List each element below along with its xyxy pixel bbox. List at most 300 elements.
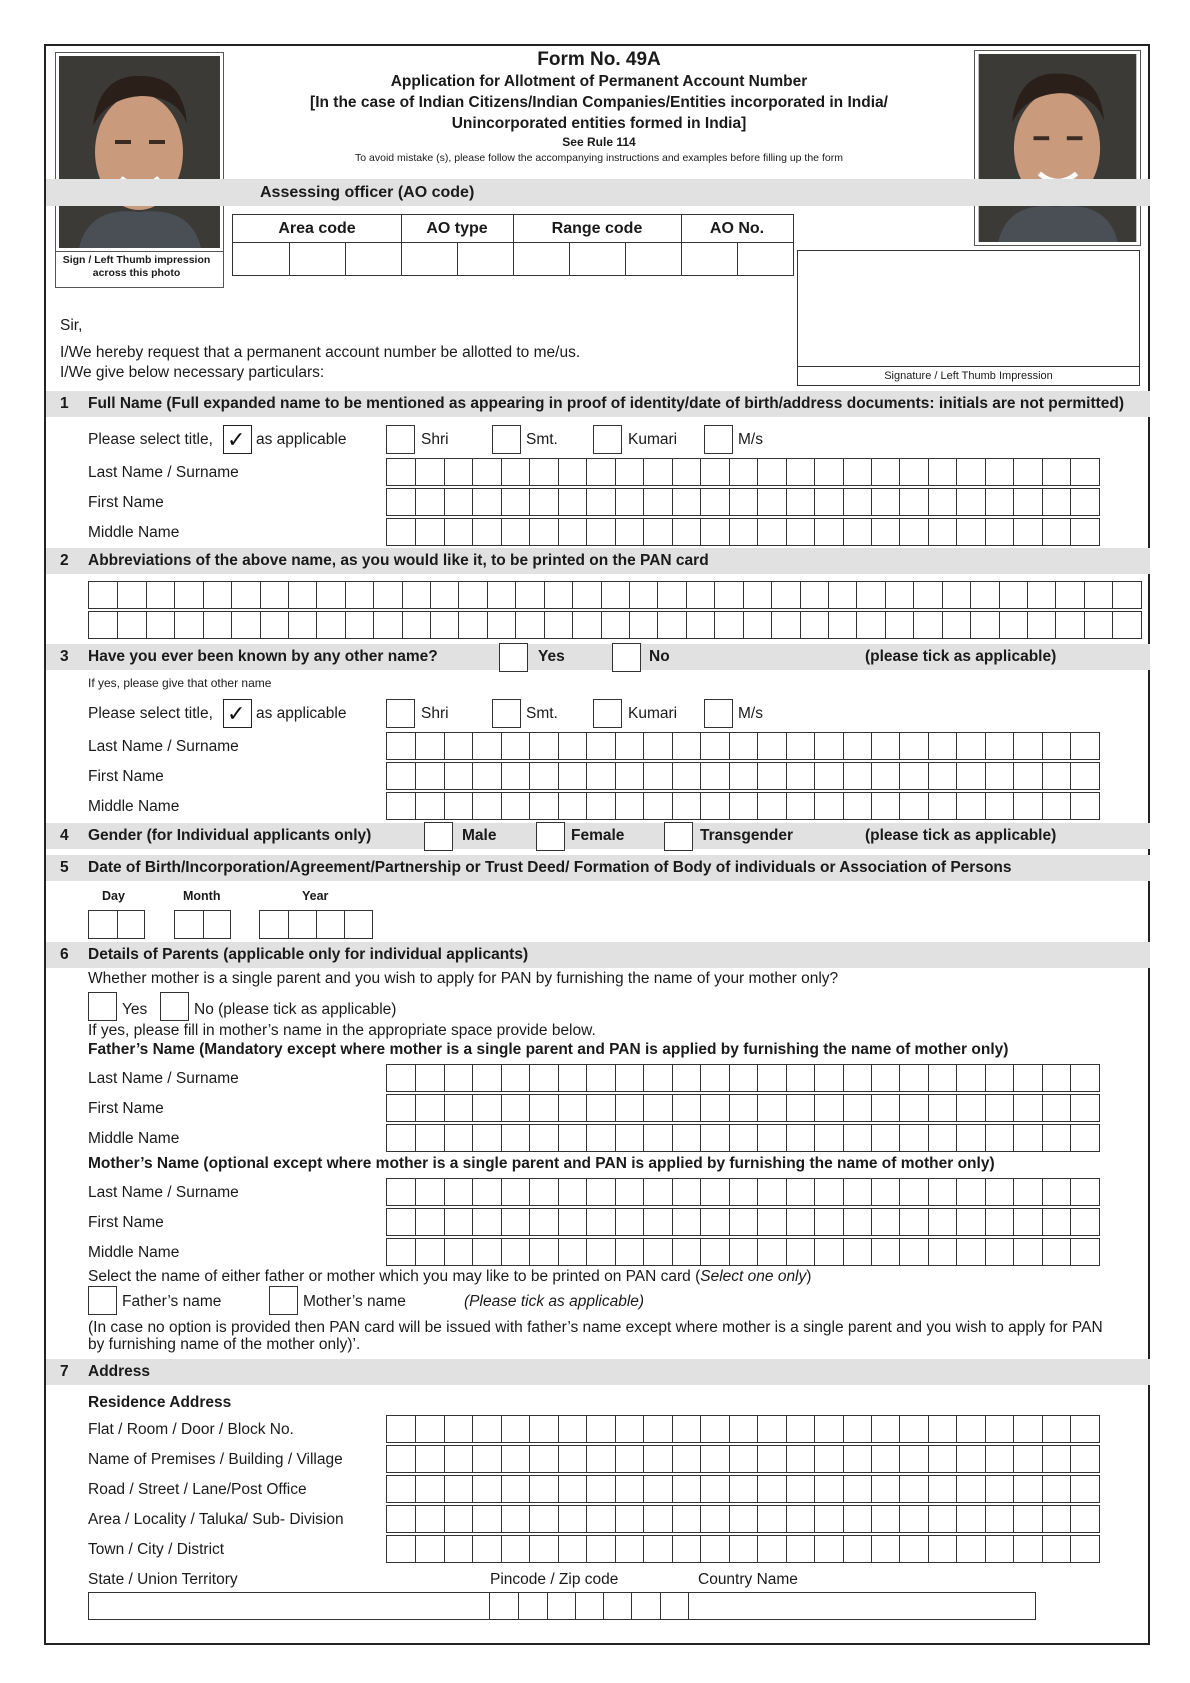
char-cell[interactable]	[586, 1506, 614, 1532]
char-cell[interactable]	[444, 459, 472, 485]
char-cell[interactable]	[415, 733, 443, 759]
char-cell[interactable]	[985, 1239, 1013, 1265]
char-cell[interactable]	[615, 1476, 643, 1502]
char-cell[interactable]	[615, 1536, 643, 1562]
char-cell[interactable]	[643, 1476, 671, 1502]
char-cell[interactable]	[786, 1179, 814, 1205]
char-cell[interactable]	[643, 763, 671, 789]
char-cell[interactable]	[558, 733, 586, 759]
char-cell[interactable]	[843, 1506, 871, 1532]
char-cell[interactable]	[615, 1065, 643, 1091]
char-cell[interactable]	[558, 1446, 586, 1472]
char-cell[interactable]	[490, 1593, 518, 1619]
char-cell[interactable]	[700, 1065, 728, 1091]
char-cell[interactable]	[387, 1239, 415, 1265]
char-cell[interactable]	[501, 1536, 529, 1562]
char-cell[interactable]	[586, 1179, 614, 1205]
char-cell[interactable]	[843, 1536, 871, 1562]
char-cell[interactable]	[430, 582, 458, 608]
char-cell[interactable]	[444, 1506, 472, 1532]
other-title-smt-checkbox[interactable]	[492, 699, 521, 728]
print-mother-name-checkbox[interactable]	[269, 1286, 298, 1315]
char-cell[interactable]	[1013, 1446, 1041, 1472]
char-cell[interactable]	[629, 612, 657, 638]
char-cell[interactable]	[547, 1593, 575, 1619]
char-cell[interactable]	[672, 793, 700, 819]
char-cell[interactable]	[729, 1095, 757, 1121]
char-cell[interactable]	[871, 519, 899, 545]
char-cell[interactable]	[814, 1095, 842, 1121]
char-cell[interactable]	[757, 1239, 785, 1265]
char-cell[interactable]	[586, 519, 614, 545]
char-cell[interactable]	[586, 1446, 614, 1472]
char-cell[interactable]	[472, 1065, 500, 1091]
char-cell[interactable]	[729, 1209, 757, 1235]
char-cell[interactable]	[501, 1476, 529, 1502]
char-cell[interactable]	[700, 1125, 728, 1151]
char-cell[interactable]	[415, 793, 443, 819]
char-cell[interactable]	[700, 733, 728, 759]
char-cell[interactable]	[415, 489, 443, 515]
char-cell[interactable]	[1070, 1179, 1098, 1205]
char-cell[interactable]	[472, 1179, 500, 1205]
char-cell[interactable]	[672, 1095, 700, 1121]
char-cell[interactable]	[843, 793, 871, 819]
char-cell[interactable]	[814, 1446, 842, 1472]
middle-name-boxes[interactable]	[386, 518, 1100, 546]
char-cell[interactable]	[928, 1209, 956, 1235]
char-cell[interactable]	[472, 519, 500, 545]
char-cell[interactable]	[615, 763, 643, 789]
char-cell[interactable]	[444, 763, 472, 789]
char-cell[interactable]	[415, 459, 443, 485]
address-road-boxes[interactable]	[386, 1475, 1100, 1503]
char-cell[interactable]	[786, 1446, 814, 1472]
char-cell[interactable]	[928, 793, 956, 819]
char-cell[interactable]	[387, 763, 415, 789]
char-cell[interactable]	[1070, 1065, 1098, 1091]
char-cell[interactable]	[1042, 1209, 1070, 1235]
char-cell[interactable]	[1042, 1416, 1070, 1442]
char-cell[interactable]	[643, 489, 671, 515]
gender-male-checkbox[interactable]	[424, 822, 453, 851]
char-cell[interactable]	[558, 1476, 586, 1502]
char-cell[interactable]	[643, 1209, 671, 1235]
other-last-name-boxes[interactable]	[386, 732, 1100, 760]
char-cell[interactable]	[501, 1209, 529, 1235]
char-cell[interactable]	[686, 582, 714, 608]
char-cell[interactable]	[757, 763, 785, 789]
char-cell[interactable]	[729, 1416, 757, 1442]
char-cell[interactable]	[1013, 1209, 1041, 1235]
char-cell[interactable]	[1070, 489, 1098, 515]
char-cell[interactable]	[757, 1065, 785, 1091]
char-cell[interactable]	[458, 612, 486, 638]
char-cell[interactable]	[700, 1209, 728, 1235]
char-cell[interactable]	[1013, 1125, 1041, 1151]
char-cell[interactable]	[643, 793, 671, 819]
char-cell[interactable]	[786, 1239, 814, 1265]
char-cell[interactable]	[387, 1179, 415, 1205]
char-cell[interactable]	[260, 582, 288, 608]
char-cell[interactable]	[529, 763, 557, 789]
char-cell[interactable]	[1042, 1536, 1070, 1562]
char-cell[interactable]	[786, 763, 814, 789]
char-cell[interactable]	[501, 519, 529, 545]
father-first-name-boxes[interactable]	[386, 1094, 1100, 1122]
char-cell[interactable]	[700, 763, 728, 789]
char-cell[interactable]	[1013, 1536, 1041, 1562]
char-cell[interactable]	[814, 763, 842, 789]
char-cell[interactable]	[672, 519, 700, 545]
address-flat-boxes[interactable]	[386, 1415, 1100, 1443]
char-cell[interactable]	[501, 733, 529, 759]
char-cell[interactable]	[175, 911, 203, 938]
char-cell[interactable]	[672, 1065, 700, 1091]
char-cell[interactable]	[586, 1065, 614, 1091]
char-cell[interactable]	[786, 1536, 814, 1562]
char-cell[interactable]	[942, 582, 970, 608]
char-cell[interactable]	[615, 489, 643, 515]
char-cell[interactable]	[415, 1446, 443, 1472]
char-cell[interactable]	[501, 459, 529, 485]
char-cell[interactable]	[899, 1476, 927, 1502]
char-cell[interactable]	[472, 733, 500, 759]
char-cell[interactable]	[985, 1125, 1013, 1151]
char-cell[interactable]	[1070, 459, 1098, 485]
char-cell[interactable]	[558, 489, 586, 515]
char-cell[interactable]	[529, 1095, 557, 1121]
char-cell[interactable]	[444, 1536, 472, 1562]
char-cell[interactable]	[501, 1095, 529, 1121]
char-cell[interactable]	[444, 1239, 472, 1265]
char-cell[interactable]	[871, 1239, 899, 1265]
char-cell[interactable]	[89, 612, 117, 638]
char-cell[interactable]	[843, 1209, 871, 1235]
char-cell[interactable]	[899, 459, 927, 485]
char-cell[interactable]	[501, 1506, 529, 1532]
char-cell[interactable]	[928, 1239, 956, 1265]
char-cell[interactable]	[444, 793, 472, 819]
char-cell[interactable]	[985, 1179, 1013, 1205]
char-cell[interactable]	[899, 1179, 927, 1205]
char-cell[interactable]	[387, 1209, 415, 1235]
single-parent-no-checkbox[interactable]	[160, 992, 189, 1021]
char-cell[interactable]	[615, 459, 643, 485]
char-cell[interactable]	[928, 1179, 956, 1205]
char-cell[interactable]	[985, 459, 1013, 485]
char-cell[interactable]	[871, 1536, 899, 1562]
char-cell[interactable]	[899, 793, 927, 819]
char-cell[interactable]	[430, 612, 458, 638]
char-cell[interactable]	[757, 1506, 785, 1532]
char-cell[interactable]	[415, 1095, 443, 1121]
char-cell[interactable]	[472, 1239, 500, 1265]
char-cell[interactable]	[615, 1209, 643, 1235]
char-cell[interactable]	[743, 582, 771, 608]
char-cell[interactable]	[843, 489, 871, 515]
char-cell[interactable]	[231, 612, 259, 638]
char-cell[interactable]	[828, 582, 856, 608]
char-cell[interactable]	[985, 1065, 1013, 1091]
char-cell[interactable]	[672, 1536, 700, 1562]
char-cell[interactable]	[501, 1446, 529, 1472]
char-cell[interactable]	[387, 1065, 415, 1091]
char-cell[interactable]	[1042, 1446, 1070, 1472]
char-cell[interactable]	[843, 1446, 871, 1472]
char-cell[interactable]	[928, 1506, 956, 1532]
char-cell[interactable]	[672, 1209, 700, 1235]
char-cell[interactable]	[1042, 793, 1070, 819]
char-cell[interactable]	[729, 733, 757, 759]
char-cell[interactable]	[558, 1209, 586, 1235]
char-cell[interactable]	[117, 582, 145, 608]
mother-last-name-boxes[interactable]	[386, 1178, 1100, 1206]
char-cell[interactable]	[558, 1239, 586, 1265]
char-cell[interactable]	[814, 1476, 842, 1502]
char-cell[interactable]	[714, 612, 742, 638]
char-cell[interactable]	[615, 1095, 643, 1121]
char-cell[interactable]	[529, 1209, 557, 1235]
char-cell[interactable]	[786, 1209, 814, 1235]
char-cell[interactable]	[899, 1209, 927, 1235]
pincode-boxes[interactable]	[489, 1592, 689, 1620]
char-cell[interactable]	[387, 733, 415, 759]
char-cell[interactable]	[586, 1239, 614, 1265]
char-cell[interactable]	[643, 1506, 671, 1532]
dob-year-boxes[interactable]	[259, 910, 373, 939]
char-cell[interactable]	[729, 763, 757, 789]
char-cell[interactable]	[814, 1506, 842, 1532]
char-cell[interactable]	[1070, 1476, 1098, 1502]
char-cell[interactable]	[956, 1239, 984, 1265]
char-cell[interactable]	[643, 1095, 671, 1121]
char-cell[interactable]	[985, 1416, 1013, 1442]
char-cell[interactable]	[444, 1446, 472, 1472]
char-cell[interactable]	[899, 1125, 927, 1151]
char-cell[interactable]	[1084, 612, 1112, 638]
char-cell[interactable]	[757, 1536, 785, 1562]
char-cell[interactable]	[985, 519, 1013, 545]
char-cell[interactable]	[529, 793, 557, 819]
char-cell[interactable]	[444, 1476, 472, 1502]
char-cell[interactable]	[1070, 763, 1098, 789]
char-cell[interactable]	[387, 1125, 415, 1151]
other-first-name-boxes[interactable]	[386, 762, 1100, 790]
char-cell[interactable]	[899, 733, 927, 759]
char-cell[interactable]	[1013, 1239, 1041, 1265]
char-cell[interactable]	[700, 519, 728, 545]
char-cell[interactable]	[1013, 459, 1041, 485]
char-cell[interactable]	[843, 1179, 871, 1205]
char-cell[interactable]	[529, 1239, 557, 1265]
char-cell[interactable]	[1013, 519, 1041, 545]
char-cell[interactable]	[871, 793, 899, 819]
char-cell[interactable]	[700, 1095, 728, 1121]
char-cell[interactable]	[814, 1239, 842, 1265]
char-cell[interactable]	[586, 459, 614, 485]
char-cell[interactable]	[487, 612, 515, 638]
address-area-boxes[interactable]	[386, 1505, 1100, 1533]
char-cell[interactable]	[643, 1239, 671, 1265]
char-cell[interactable]	[814, 793, 842, 819]
char-cell[interactable]	[672, 1476, 700, 1502]
char-cell[interactable]	[415, 1239, 443, 1265]
char-cell[interactable]	[1042, 1476, 1070, 1502]
char-cell[interactable]	[814, 1179, 842, 1205]
char-cell[interactable]	[529, 1446, 557, 1472]
char-cell[interactable]	[615, 1416, 643, 1442]
char-cell[interactable]	[928, 763, 956, 789]
char-cell[interactable]	[472, 489, 500, 515]
char-cell[interactable]	[700, 1179, 728, 1205]
char-cell[interactable]	[956, 1125, 984, 1151]
char-cell[interactable]	[1013, 489, 1041, 515]
char-cell[interactable]	[529, 459, 557, 485]
title-shri-checkbox[interactable]	[386, 425, 415, 454]
char-cell[interactable]	[672, 459, 700, 485]
char-cell[interactable]	[814, 489, 842, 515]
char-cell[interactable]	[575, 1593, 603, 1619]
char-cell[interactable]	[1070, 1209, 1098, 1235]
char-cell[interactable]	[999, 582, 1027, 608]
char-cell[interactable]	[615, 733, 643, 759]
char-cell[interactable]	[529, 1125, 557, 1151]
char-cell[interactable]	[558, 1095, 586, 1121]
char-cell[interactable]	[999, 612, 1027, 638]
char-cell[interactable]	[472, 1506, 500, 1532]
char-cell[interactable]	[444, 519, 472, 545]
char-cell[interactable]	[899, 1416, 927, 1442]
mother-middle-name-boxes[interactable]	[386, 1238, 1100, 1266]
char-cell[interactable]	[472, 1095, 500, 1121]
char-cell[interactable]	[843, 1095, 871, 1121]
char-cell[interactable]	[871, 733, 899, 759]
char-cell[interactable]	[871, 1125, 899, 1151]
char-cell[interactable]	[757, 1476, 785, 1502]
char-cell[interactable]	[643, 1125, 671, 1151]
char-cell[interactable]	[472, 1209, 500, 1235]
char-cell[interactable]	[501, 1239, 529, 1265]
char-cell[interactable]	[146, 612, 174, 638]
char-cell[interactable]	[415, 1536, 443, 1562]
char-cell[interactable]	[985, 1506, 1013, 1532]
char-cell[interactable]	[89, 582, 117, 608]
char-cell[interactable]	[203, 612, 231, 638]
char-cell[interactable]	[928, 1446, 956, 1472]
char-cell[interactable]	[871, 1065, 899, 1091]
title-smt-checkbox[interactable]	[492, 425, 521, 454]
char-cell[interactable]	[1070, 1239, 1098, 1265]
char-cell[interactable]	[615, 793, 643, 819]
char-cell[interactable]	[472, 459, 500, 485]
char-cell[interactable]	[1042, 1506, 1070, 1532]
char-cell[interactable]	[700, 459, 728, 485]
char-cell[interactable]	[288, 612, 316, 638]
char-cell[interactable]	[601, 582, 629, 608]
char-cell[interactable]	[660, 1593, 688, 1619]
char-cell[interactable]	[885, 612, 913, 638]
char-cell[interactable]	[1070, 733, 1098, 759]
char-cell[interactable]	[956, 1506, 984, 1532]
char-cell[interactable]	[843, 459, 871, 485]
char-cell[interactable]	[672, 733, 700, 759]
char-cell[interactable]	[1027, 612, 1055, 638]
other-title-kumari-checkbox[interactable]	[593, 699, 622, 728]
char-cell[interactable]	[615, 1125, 643, 1151]
char-cell[interactable]	[629, 582, 657, 608]
char-cell[interactable]	[729, 1506, 757, 1532]
char-cell[interactable]	[956, 733, 984, 759]
char-cell[interactable]	[757, 1179, 785, 1205]
father-last-name-boxes[interactable]	[386, 1064, 1100, 1092]
char-cell[interactable]	[800, 582, 828, 608]
char-cell[interactable]	[956, 489, 984, 515]
char-cell[interactable]	[657, 582, 685, 608]
char-cell[interactable]	[316, 911, 344, 938]
char-cell[interactable]	[643, 1065, 671, 1091]
char-cell[interactable]	[558, 1125, 586, 1151]
char-cell[interactable]	[771, 612, 799, 638]
char-cell[interactable]	[558, 1179, 586, 1205]
char-cell[interactable]	[558, 1416, 586, 1442]
char-cell[interactable]	[899, 1446, 927, 1472]
char-cell[interactable]	[415, 1125, 443, 1151]
char-cell[interactable]	[643, 1536, 671, 1562]
dob-month-boxes[interactable]	[174, 910, 231, 939]
char-cell[interactable]	[1042, 1179, 1070, 1205]
char-cell[interactable]	[1013, 1179, 1041, 1205]
char-cell[interactable]	[956, 1446, 984, 1472]
char-cell[interactable]	[700, 1239, 728, 1265]
char-cell[interactable]	[387, 459, 415, 485]
title-ms-checkbox[interactable]	[704, 425, 733, 454]
char-cell[interactable]	[1013, 1476, 1041, 1502]
char-cell[interactable]	[529, 519, 557, 545]
char-cell[interactable]	[786, 519, 814, 545]
char-cell[interactable]	[415, 1179, 443, 1205]
char-cell[interactable]	[672, 1239, 700, 1265]
char-cell[interactable]	[558, 1536, 586, 1562]
char-cell[interactable]	[985, 1476, 1013, 1502]
char-cell[interactable]	[472, 1536, 500, 1562]
char-cell[interactable]	[970, 612, 998, 638]
char-cell[interactable]	[928, 1476, 956, 1502]
char-cell[interactable]	[1070, 793, 1098, 819]
char-cell[interactable]	[786, 1506, 814, 1532]
char-cell[interactable]	[985, 1209, 1013, 1235]
char-cell[interactable]	[444, 1209, 472, 1235]
char-cell[interactable]	[871, 1506, 899, 1532]
char-cell[interactable]	[558, 763, 586, 789]
char-cell[interactable]	[672, 1506, 700, 1532]
char-cell[interactable]	[544, 612, 572, 638]
char-cell[interactable]	[529, 1506, 557, 1532]
char-cell[interactable]	[1070, 519, 1098, 545]
char-cell[interactable]	[643, 1416, 671, 1442]
char-cell[interactable]	[928, 1095, 956, 1121]
char-cell[interactable]	[985, 1095, 1013, 1121]
mother-first-name-boxes[interactable]	[386, 1208, 1100, 1236]
char-cell[interactable]	[729, 1239, 757, 1265]
char-cell[interactable]	[1013, 1095, 1041, 1121]
char-cell[interactable]	[1042, 733, 1070, 759]
char-cell[interactable]	[444, 1125, 472, 1151]
char-cell[interactable]	[928, 519, 956, 545]
char-cell[interactable]	[501, 763, 529, 789]
char-cell[interactable]	[814, 459, 842, 485]
char-cell[interactable]	[345, 582, 373, 608]
